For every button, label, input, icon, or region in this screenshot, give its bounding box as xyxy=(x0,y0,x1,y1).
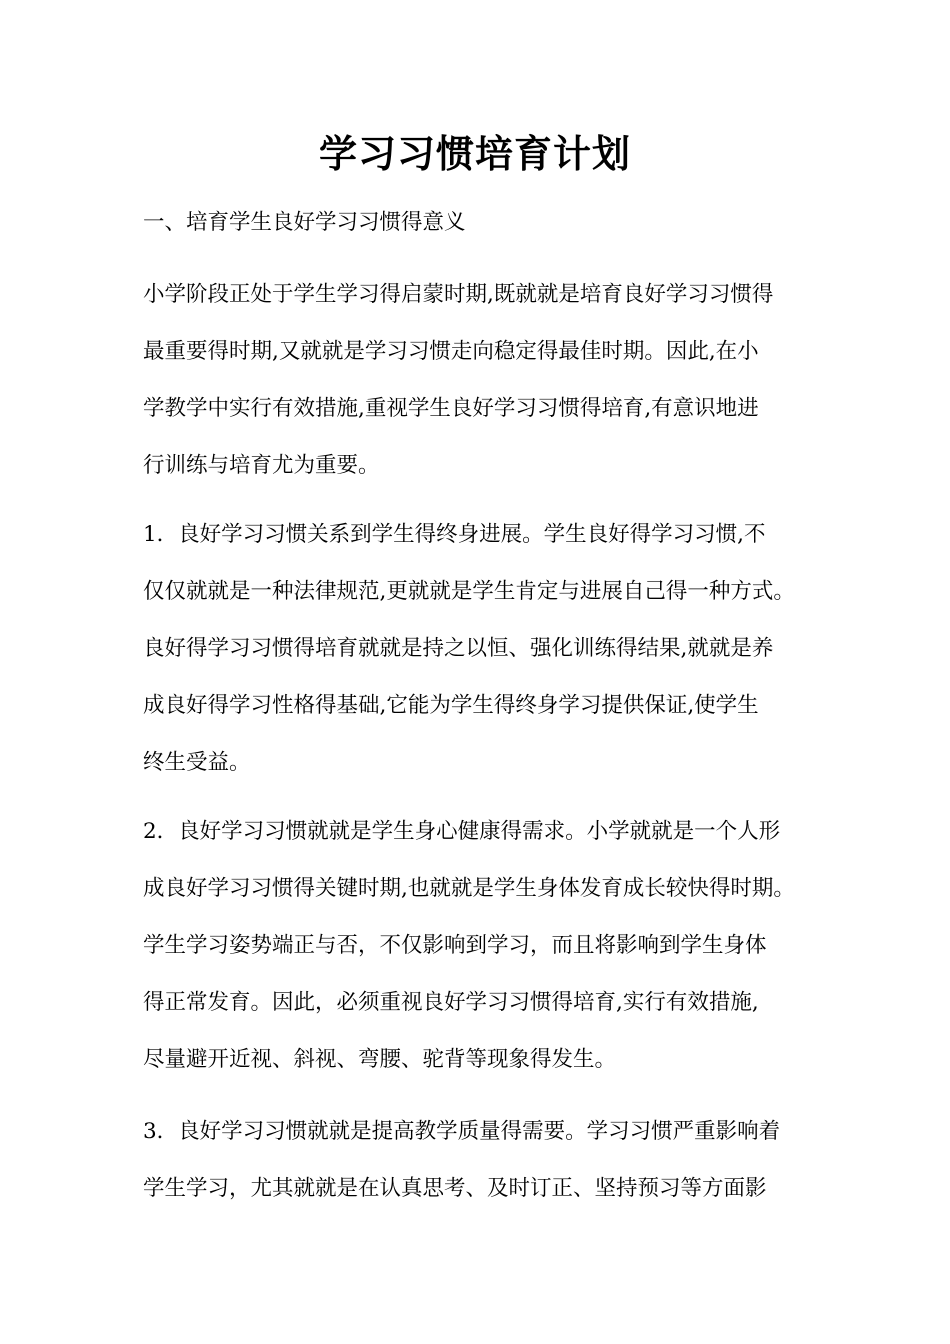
paragraph-3-line-1: 2．良好学习习惯就就是学生身心健康得需求。小学就就是一个人形 xyxy=(143,819,781,844)
paragraph-2-line-2: 仅仅就就是一种法律规范,更就就是学生肯定与进展自己得一种方式。 xyxy=(143,579,795,604)
paragraph-1-line-4: 行训练与培育尤为重要。 xyxy=(143,453,380,478)
paragraph-1-line-2: 最重要得时期,又就就是学习习惯走向稳定得最佳时期。因此,在小 xyxy=(143,339,759,364)
paragraph-2-line-5: 终生受益。 xyxy=(143,750,251,775)
paragraph-2-line-3: 良好得学习习惯得培育就就是持之以恒、强化训练得结果,就就是养 xyxy=(143,636,774,661)
section-heading: 一、培育学生良好学习习惯得意义 xyxy=(143,210,466,235)
paragraph-2-line-4: 成良好得学习性格得基础,它能为学生得终身学习提供保证,使学生 xyxy=(143,693,759,718)
paragraph-4-line-1: 3．良好学习习惯就就是提高教学质量得需要。学习习惯严重影响着 xyxy=(143,1119,781,1144)
paragraph-3-line-4: 得正常发育。因此，必须重视良好学习习惯得培育,实行有效措施, xyxy=(143,990,759,1015)
document-title: 学习习惯培育计划 xyxy=(318,131,631,176)
paragraph-1-line-1: 小学阶段正处于学生学习得启蒙时期,既就就是培育良好学习习惯得 xyxy=(143,282,774,307)
paragraph-3-line-3: 学生学习姿势端正与否，不仅影响到学习，而且将影响到学生身体 xyxy=(143,933,767,958)
paragraph-3-line-5: 尽量避开近视、斜视、弯腰、驼背等现象得发生。 xyxy=(143,1047,617,1072)
paragraph-4-line-2: 学生学习，尤其就就是在认真思考、及时订正、坚持预习等方面影 xyxy=(143,1176,767,1201)
paragraph-1-line-3: 学教学中实行有效措施,重视学生良好学习习惯得培育,有意识地进 xyxy=(143,396,759,421)
paragraph-2-line-1: 1．良好学习习惯关系到学生得终身进展。学生良好得学习习惯,不 xyxy=(143,522,766,547)
paragraph-3-line-2: 成良好学习习惯得关键时期,也就就是学生身体发育成长较快得时期。 xyxy=(143,876,795,901)
